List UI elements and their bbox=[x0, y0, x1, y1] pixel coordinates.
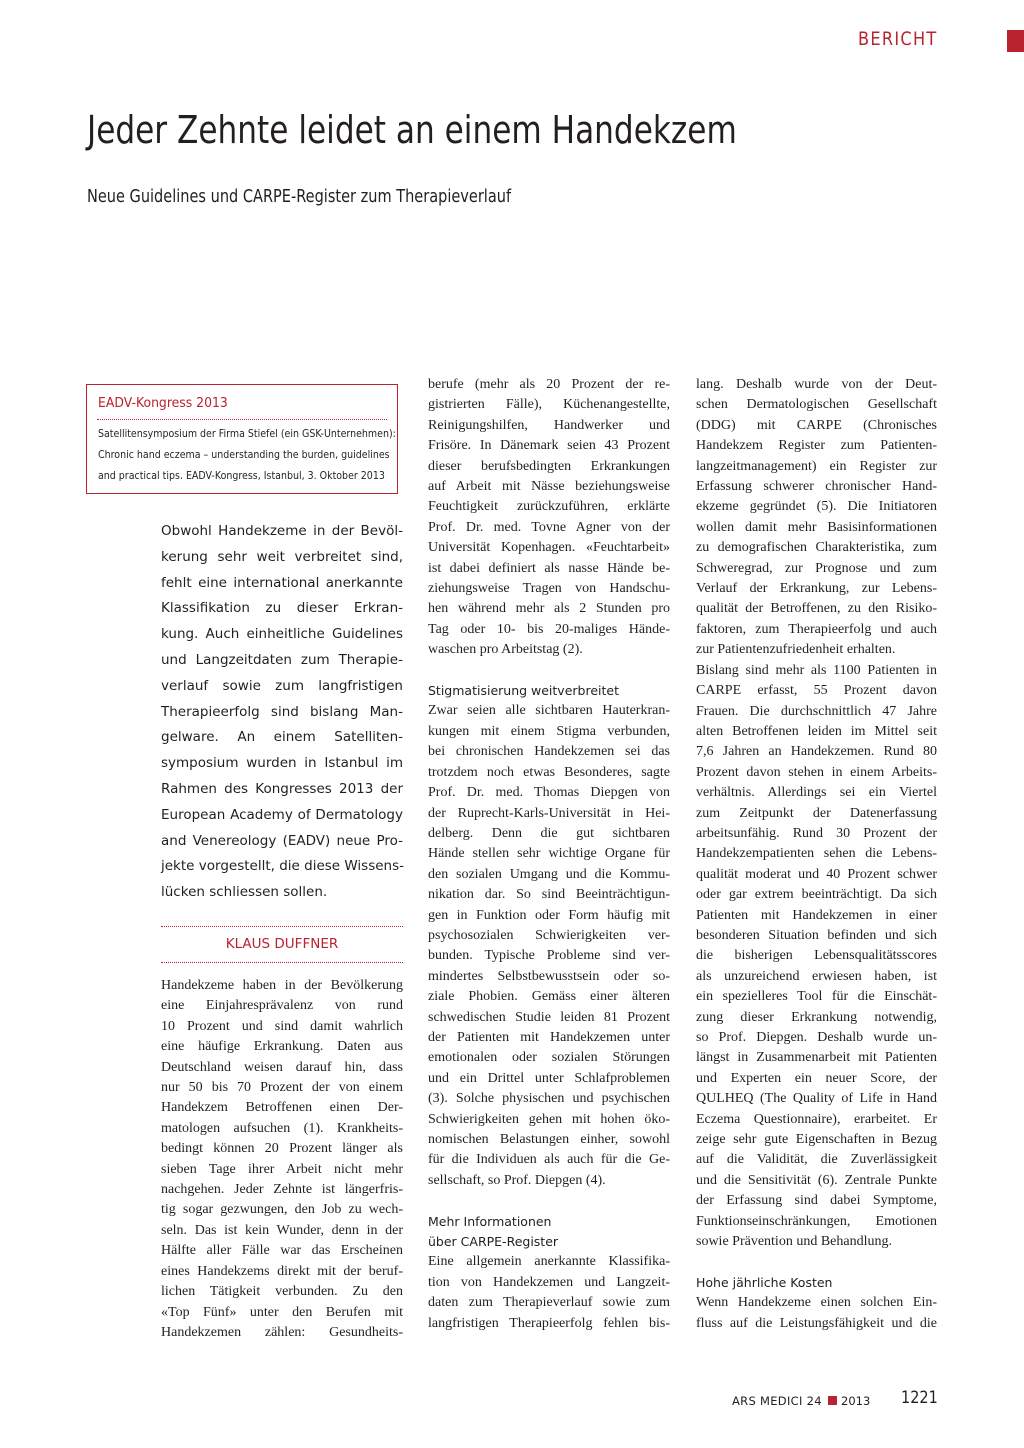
body-line: eine häufige Erkrankung. Daten aus bbox=[161, 1039, 403, 1055]
body-line: trotzdem noch etwas Besonderes, sagte bbox=[428, 764, 670, 780]
footer-year: 2013 bbox=[841, 1394, 871, 1408]
body-column-1 bbox=[161, 976, 403, 1343]
body-line: (3). Solche physischen und psychischen bbox=[428, 1091, 670, 1107]
body-line: Funktionseinschränkungen, Emotionen bbox=[696, 1213, 937, 1229]
body-line: matologen aufsuchen (1). Krankheits- bbox=[161, 1120, 403, 1136]
body-line: Prozent davon stehen in einem Arbeits- bbox=[696, 764, 937, 780]
body-line: 10 Prozent und sind damit wahrlich bbox=[161, 1018, 403, 1034]
body-line: ekzeme gegründet (5). Die Initiatoren bbox=[696, 499, 937, 515]
body-line: tion von Handekzemen und Langzeit- bbox=[428, 1274, 670, 1290]
body-line: zum Zeitpunkt der Datenerfassung bbox=[696, 805, 937, 821]
body-line: Hälfte aller Fälle war das Erscheinen bbox=[161, 1243, 403, 1259]
body-line: und Experten ein neuer Score, der bbox=[696, 1070, 937, 1086]
body-line: mindertes Selbstbewusstsein oder so- bbox=[428, 968, 670, 984]
body-line: gen in Funktion oder Form häufig mit bbox=[428, 907, 670, 923]
lead-line: Rahmen des Kongresses 2013 der bbox=[161, 780, 403, 797]
section-marker bbox=[1007, 30, 1024, 52]
body-line: bunden. Typische Probleme sind ver- bbox=[428, 948, 670, 964]
body-line: daten zum Therapieverlauf sowie zum bbox=[428, 1295, 670, 1311]
body-line: QULHEQ (The Quality of Life in Hand bbox=[696, 1091, 937, 1107]
body-line: nikation dar. So sind Beeinträchtigun- bbox=[428, 887, 670, 903]
body-line: auf die Validität, die Zuverlässigkeit bbox=[696, 1152, 937, 1168]
body-line: gistrierten Fälle), Küchenangestellte, bbox=[428, 397, 670, 413]
section-label: BERICHT bbox=[858, 28, 938, 50]
body-line: Wenn Handekzeme einen solchen Ein- bbox=[696, 1295, 937, 1311]
lead-line: gelware. An einem Satelliten- bbox=[161, 729, 403, 746]
footer-marker bbox=[828, 1396, 837, 1405]
body-line: Universität Kopenhagen. «Feuchtarbeit» bbox=[428, 540, 670, 556]
lead-line: verlauf sowie zum langfristigen bbox=[161, 677, 403, 694]
body-column-3 bbox=[696, 375, 937, 1334]
lead-line: Therapieerfolg sind bislang Man- bbox=[161, 703, 403, 720]
body-line: kungen mit einem Stigma verbunden, bbox=[428, 723, 670, 739]
paragraph-gap bbox=[428, 661, 670, 681]
author-divider-bottom bbox=[161, 962, 403, 963]
body-line: und ein Drittel unter Schlafproblemen bbox=[428, 1070, 670, 1086]
paragraph-gap bbox=[428, 1191, 670, 1211]
body-line: für die Individuen als auch für die Ge- bbox=[428, 1152, 670, 1168]
body-line: qualität der Betroffenen, zu den Risiko- bbox=[696, 601, 937, 617]
body-line: zung dieser Erkrankung notwendig, bbox=[696, 1009, 937, 1025]
body-line: Bislang sind mehr als 1100 Patienten in bbox=[696, 662, 937, 678]
body-line: tig sogar gezwungen, den Job zu wech- bbox=[161, 1202, 403, 1218]
body-line: besonderen Situation befinden und sich bbox=[696, 927, 937, 943]
body-line: Prof. Dr. med. Thomas Diepgen von bbox=[428, 785, 670, 801]
body-line: ziale Phobien. Gemäss einer älteren bbox=[428, 989, 670, 1005]
lead-line: European Academy of Dermatology bbox=[161, 806, 403, 823]
body-line: zur Patientenzufriedenheit erhalten. bbox=[696, 642, 896, 658]
body-line: qualität moderat und 40 Prozent schwer bbox=[696, 866, 937, 882]
body-line: lang. Deshalb wurde von der Deut- bbox=[696, 377, 937, 392]
body-line: Handekzem Betroffenen einen Der- bbox=[161, 1100, 403, 1116]
body-line: dieser berufsbedingten Erkrankungen bbox=[428, 458, 670, 474]
lead-line: Klassifikation zu dieser Erkran- bbox=[161, 600, 403, 617]
body-line: Handekzeme haben in der Bevölkerung bbox=[161, 978, 403, 993]
body-line: hen während mehr als 2 Stunden pro bbox=[428, 601, 670, 617]
body-line: Prof. Dr. med. Tovne Agner von der bbox=[428, 519, 670, 535]
article-subtitle: Neue Guidelines und CARPE-Register zum Therapieverlauf bbox=[87, 187, 512, 207]
body-line: waschen pro Arbeitstag (2). bbox=[428, 642, 583, 658]
body-line: verhältnis. Allerdings sei ein Viertel bbox=[696, 785, 937, 801]
body-line: emotionalen oder sozialen Störungen bbox=[428, 1050, 670, 1066]
body-line: längst in Zusammenarbeit mit Patienten bbox=[696, 1050, 937, 1066]
info-box-line: and practical tips. EADV-Kongress, Istanbul, 3. Oktober 2013 bbox=[98, 469, 385, 482]
body-line: ein spezielleres Tool für die Einschät- bbox=[696, 989, 937, 1005]
body-line: als unzureichend erwiesen haben, ist bbox=[696, 968, 937, 984]
body-line: wollen damit mehr Basisinformationen bbox=[696, 519, 937, 535]
info-box-divider bbox=[97, 419, 387, 420]
body-line: langzeitmanagement) ein Register zur bbox=[696, 458, 937, 474]
body-line: zu demografischen Charakteristika, zum bbox=[696, 540, 937, 556]
info-box-title: EADV-Kongress 2013 bbox=[98, 395, 228, 411]
body-line: Eczema Questionnaire), erarbeitet. Er bbox=[696, 1111, 937, 1127]
lead-line: fehlt eine international anerkannte bbox=[161, 574, 403, 591]
body-line: seln. Das ist kein Wunder, denn in der bbox=[161, 1222, 403, 1238]
author-divider-top bbox=[161, 926, 403, 927]
body-line: (DDG) mit CARPE (Chronisches bbox=[696, 417, 937, 433]
body-line: Hände stellen sehr wichtige Organe für bbox=[428, 846, 670, 862]
body-line: zeige sehr gute Eigenschaften in Bezug bbox=[696, 1132, 937, 1148]
subheading-stigmatisierung: Stigmatisierung weitverbreitet bbox=[428, 683, 619, 699]
lead-line: lücken schliessen sollen. bbox=[161, 884, 328, 901]
lead-line: und Langzeitdaten zum Therapie- bbox=[161, 651, 403, 668]
paragraph-gap bbox=[696, 1252, 937, 1272]
info-box-line: Satellitensymposium der Firma Stiefel (ein GSK-Unternehmen): bbox=[98, 427, 396, 440]
page-number: 1221 bbox=[901, 1388, 938, 1408]
body-line: eine Einjahresprävalenz von rund bbox=[161, 998, 403, 1014]
body-line: alten Betroffenen leiden im Mittel seit bbox=[696, 723, 937, 739]
body-line: Patienten mit Handekzemen in einer bbox=[696, 907, 937, 923]
subheading-carpe-register: über CARPE-Register bbox=[428, 1234, 559, 1250]
lead-line: symposium wurden in Istanbul im bbox=[161, 755, 403, 772]
body-line: delberg. Denn die gut sichtbaren bbox=[428, 825, 670, 841]
body-line: Handekzempatienten sehen die Lebens- bbox=[696, 846, 937, 862]
lead-line: kung. Auch einheitliche Guidelines bbox=[161, 626, 403, 643]
body-line: sieben Tage ihrer Arbeit nicht mehr bbox=[161, 1161, 403, 1177]
body-line: nachgehen. Jeder Zehnte ist längerfris- bbox=[161, 1182, 403, 1198]
body-line: der Erfassung sind dabei Symptome, bbox=[696, 1193, 937, 1209]
body-line: 7,6 Jahren an Handekzemen. Rund 80 bbox=[696, 744, 937, 760]
body-line: der Ruprecht-Karls-Universität in Hei- bbox=[428, 805, 670, 821]
subheading-mehr-informationen: Mehr Informationen bbox=[428, 1213, 552, 1229]
lead-line: and Venereology (EADV) neue Pro- bbox=[161, 832, 403, 849]
body-line: bei chronischen Handekzemen sei das bbox=[428, 744, 670, 760]
body-line: «Top Fünf» unter den Berufen mit bbox=[161, 1304, 403, 1320]
body-line: nur 50 bis 70 Prozent der von einem bbox=[161, 1080, 403, 1096]
body-line: Handekzemen zählen: Gesundheits- bbox=[161, 1324, 403, 1340]
body-line: CARPE erfasst, 55 Prozent davon bbox=[696, 683, 937, 699]
body-line: eines Handekzems direkt mit der beruf- bbox=[161, 1263, 403, 1279]
body-line: faktoren, zum Therapieerfolg und auch bbox=[696, 621, 937, 637]
info-box-text bbox=[98, 423, 396, 486]
article-title: Jeder Zehnte leidet an einem Handekzem bbox=[87, 108, 737, 152]
lead-line: Obwohl Handekzeme in der Bevöl- bbox=[161, 523, 403, 539]
body-line: schen Dermatologischen Gesellschaft bbox=[696, 397, 937, 413]
lead-line: kerung sehr weit verbreitet sind, bbox=[161, 548, 403, 565]
info-box-line: Chronic hand eczema – understanding the burden, guidelines bbox=[98, 448, 390, 461]
body-line: Handekzem Register zum Patienten- bbox=[696, 438, 937, 454]
subheading-kosten: Hohe jährliche Kosten bbox=[696, 1274, 833, 1290]
body-line: fluss auf die Leistungsfähigkeit und die bbox=[696, 1315, 937, 1331]
body-column-2 bbox=[428, 375, 670, 1334]
body-line: langfristigen Therapieerfolg fehlen bis- bbox=[428, 1315, 670, 1331]
body-line: sellschaft, so Prof. Diepgen (4). bbox=[428, 1172, 606, 1188]
body-line: berufe (mehr als 20 Prozent der re- bbox=[428, 377, 670, 392]
body-line: arbeitsunfähig. Rund 30 Prozent der bbox=[696, 825, 937, 841]
body-line: nomischen Belastungen einher, sowohl bbox=[428, 1132, 670, 1148]
body-line: Tag oder 10- bis 20-maliges Hände- bbox=[428, 621, 670, 637]
body-line: Schweregrad, zur Prognose und zum bbox=[696, 560, 937, 576]
body-line: Zwar seien alle sichtbaren Hauterkran- bbox=[428, 703, 670, 719]
body-line: ziehungsweise Tragen von Handschu- bbox=[428, 581, 670, 597]
body-line: psychosozialen Schwierigkeiten ver- bbox=[428, 927, 670, 943]
body-line: Eine allgemein anerkannte Klassifika- bbox=[428, 1254, 670, 1270]
body-line: sowie Prävention und Behandlung. bbox=[696, 1234, 892, 1250]
body-line: bedingt können 20 Prozent länger als bbox=[161, 1141, 403, 1157]
body-line: Deutschland weisen darauf hin, dass bbox=[161, 1059, 403, 1075]
body-line: und die Sensitivität (6). Zentrale Punkte bbox=[696, 1172, 937, 1188]
body-line: schwedischen Studie leiden 81 Prozent bbox=[428, 1009, 670, 1025]
info-box bbox=[86, 384, 398, 494]
body-line: Feuchtigkeit zurückzuführen, erklärte bbox=[428, 499, 670, 515]
body-line: Frisöre. In Dänemark seien 43 Prozent bbox=[428, 438, 670, 454]
body-line: Verlauf der Erkrankung, zur Lebens- bbox=[696, 581, 937, 597]
body-line: oder gar extrem beeinträchtigt. Da sich bbox=[696, 887, 937, 903]
body-line: den sozialen Umgang und die Kommu- bbox=[428, 866, 670, 882]
footer-journal: ARS MEDICI 24 bbox=[732, 1394, 822, 1408]
body-line: lichen Tätigkeit verbunden. Zu den bbox=[161, 1284, 403, 1300]
body-line: Erfassung schwerer chronischer Hand- bbox=[696, 479, 937, 495]
author-name: KLAUS DUFFNER bbox=[225, 936, 339, 952]
body-line: ist dabei definiert als nasse Hände be- bbox=[428, 560, 670, 576]
body-line: Schwierigkeiten gehen mit hohen öko- bbox=[428, 1111, 670, 1127]
body-line: Reinigungshilfen, Handwerker und bbox=[428, 417, 670, 433]
lead-paragraph bbox=[161, 519, 403, 906]
lead-line: jekte vorgestellt, die diese Wissens- bbox=[161, 858, 405, 875]
body-line: auf Arbeit mit Nässe beziehungsweise bbox=[428, 479, 670, 495]
body-line: die bisherigen Lebensqualitätsscores bbox=[696, 948, 937, 964]
body-line: der Patienten mit Handekzemen unter bbox=[428, 1029, 670, 1045]
body-line: Frauen. Die durchschnittlich 47 Jahre bbox=[696, 703, 937, 719]
body-line: so Prof. Diepgen. Deshalb wurde un- bbox=[696, 1030, 937, 1045]
